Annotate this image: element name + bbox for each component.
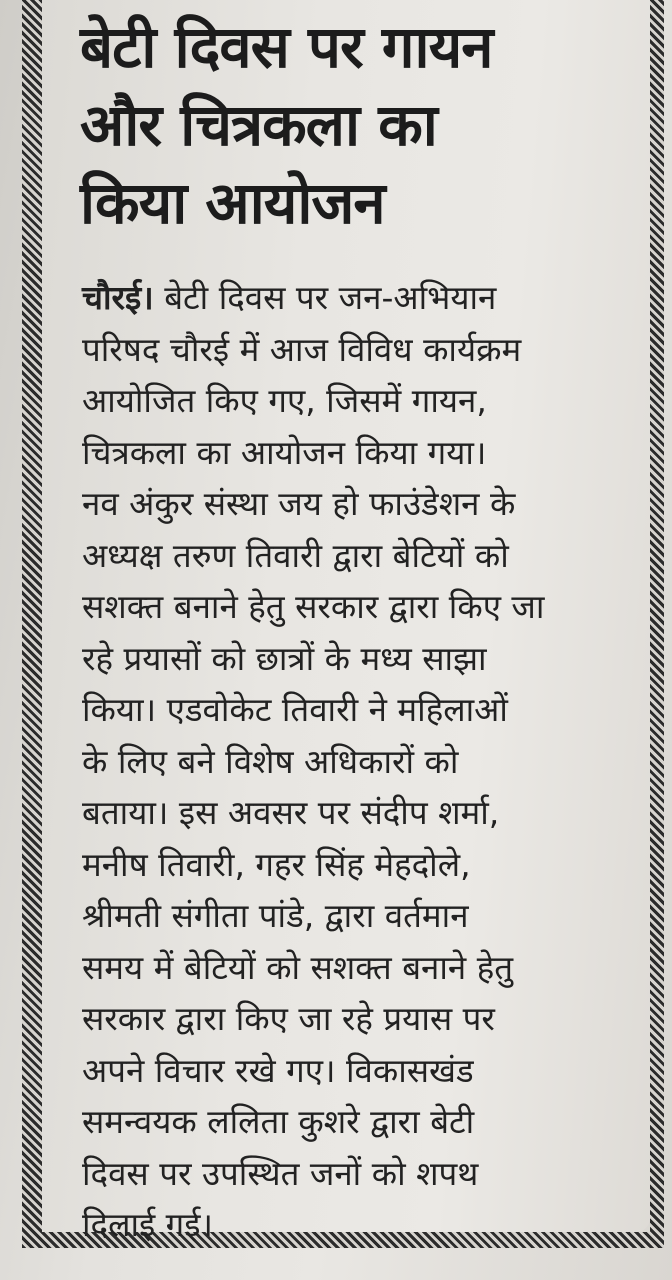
body-line: रहे प्रयासों को छात्रों के मध्य साझा	[82, 638, 487, 678]
headline-line-3: किया आयोजन	[80, 169, 385, 237]
body-line: आयोजित किए गए, जिसमें गायन,	[82, 381, 487, 420]
body-line-text: बेटी दिवस पर जन-अभियान	[153, 278, 497, 317]
article-headline	[80, 8, 650, 242]
headline-line-2: और चित्रकला का	[80, 91, 437, 159]
body-line: सरकार द्वारा किए जा रहे प्रयास पर	[82, 999, 495, 1038]
right-border-rule	[650, 0, 664, 1248]
body-line: किया। एडवोकेट तिवारी ने महिलाओं	[82, 690, 508, 729]
body-line: दिवस पर उपस्थित जनों को शपथ	[82, 1153, 479, 1193]
article-body	[82, 272, 648, 1251]
left-border-rule	[22, 0, 42, 1248]
body-line	[82, 272, 648, 324]
body-line: परिषद चौरई में आज विविध कार्यक्रम	[82, 329, 522, 369]
body-line: सशक्त बनाने हेतु सरकार द्वारा किए जा	[82, 587, 545, 626]
body-line: मनीष तिवारी, गहर सिंह मेहदोले,	[82, 844, 471, 884]
body-line: समय में बेटियों को सशक्त बनाने हेतु	[82, 947, 514, 987]
body-line: श्रीमती संगीता पांडे, द्वारा वर्तमान	[82, 896, 469, 935]
body-line: चित्रकला का आयोजन किया गया।	[82, 432, 487, 472]
body-line: बताया। इस अवसर पर संदीप शर्मा,	[82, 793, 500, 832]
body-line: अपने विचार रखे गए। विकासखंड	[82, 1050, 474, 1090]
headline-line-1: बेटी दिवस पर गायन	[80, 13, 493, 81]
body-line: दिलाई गई।	[82, 1205, 213, 1244]
body-line: के लिए बने विशेष अधिकारों को	[82, 741, 459, 781]
body-line: अध्यक्ष तरुण तिवारी द्वारा बेटियों को	[82, 535, 509, 575]
body-line: समन्वयक ललिता कुशरे द्वारा बेटी	[82, 1102, 475, 1141]
dateline: चौरई।	[82, 278, 154, 317]
body-line: नव अंकुर संस्था जय हो फाउंडेशन के	[82, 484, 516, 523]
